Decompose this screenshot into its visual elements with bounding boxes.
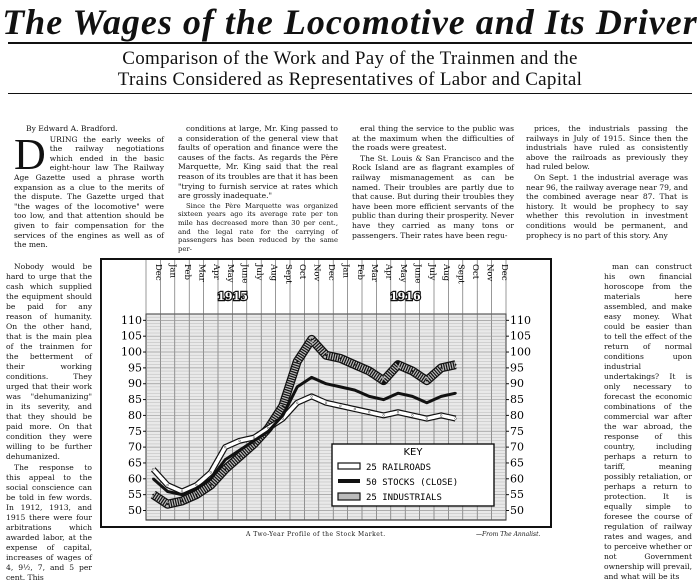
- y-tick-label-right: 90: [510, 377, 524, 391]
- y-tick-label-left: 55: [128, 488, 142, 502]
- y-tick-label-right: 70: [510, 440, 524, 454]
- industrials-point: [383, 380, 385, 382]
- month-tick-label: Sept: [282, 264, 293, 284]
- month-tick-label: May: [398, 264, 408, 283]
- month-tick-label: Sept: [455, 264, 466, 284]
- industrials-point: [181, 500, 183, 502]
- legend-item-label: 25 RAILROADS: [366, 463, 432, 473]
- industrials-point: [354, 364, 356, 366]
- month-tick-label: Jan: [340, 264, 351, 278]
- legend-item-label: 25 INDUSTRIALS: [366, 493, 442, 503]
- byline: By Edward A. Bradford.: [26, 124, 118, 133]
- stocks-point: [166, 490, 168, 492]
- month-tick-label: July: [254, 264, 264, 281]
- legend-swatch-stocks: [338, 479, 360, 483]
- stocks-point: [411, 395, 413, 397]
- stocks-point: [382, 398, 384, 400]
- railroads-point: [296, 402, 298, 404]
- railroads-point: [181, 491, 183, 493]
- railroads-point: [368, 411, 370, 413]
- stocks-point: [238, 449, 240, 451]
- industrials-point: [412, 370, 414, 372]
- month-tick-label: Apr: [383, 264, 394, 280]
- stocks-point: [325, 383, 327, 385]
- y-tick-label-right: 55: [510, 488, 524, 502]
- month-tick-label: Aug: [268, 264, 279, 282]
- railroads-point: [239, 440, 241, 442]
- y-tick-label-left: 105: [121, 329, 142, 343]
- month-tick-label: June: [239, 264, 250, 284]
- industrials-point: [311, 338, 313, 340]
- y-tick-label-left: 100: [121, 345, 142, 359]
- year-label: 1916: [390, 290, 421, 303]
- y-tick-label-right: 100: [510, 345, 531, 359]
- stocks-point: [397, 392, 399, 394]
- stocks-point: [195, 487, 197, 489]
- stocks-point: [440, 395, 442, 397]
- year-label: 1915: [217, 290, 248, 303]
- stocks-point: [210, 478, 212, 480]
- chart-caption: A Two-Year Profile of the Stock Market.: [246, 531, 386, 538]
- y-tick-label-left: 110: [121, 313, 142, 327]
- y-tick-label-right: 50: [510, 503, 524, 517]
- article-paragraph: eral thing the service to the public was at the maximum when the difficulties of the roads were greatest.: [352, 124, 514, 153]
- article-paragraph: Nobody would be hard to urge that the cash which supplied the equipment should be paid for any reason of humanity. On the other hand, that is the main plea of the trainmen for the betterment of their working conditions. They urged that their work was "dehumanizing" in its severity, and that they should be paid more. On that condition they were willing to be further dehumanized.: [6, 262, 92, 461]
- y-tick-label-left: 90: [128, 377, 142, 391]
- article-column-3: [352, 124, 514, 260]
- industrials-point: [397, 364, 399, 366]
- subheadline-rule: [8, 93, 692, 94]
- railroads-point: [340, 405, 342, 407]
- y-tick-label-left: 85: [128, 393, 142, 407]
- industrials-point: [239, 456, 241, 458]
- railroads-point: [311, 396, 313, 398]
- article-paragraph: On Sept. 1 the industrial average was near 96, the railway average near 79, and the combined average near 87. That is history. It would be prophecy to say whether this revolution in investment conditions would be permanent, and prophecy is no part of this story. Any: [526, 172, 689, 240]
- railroads-point: [224, 446, 226, 448]
- railroads-point: [210, 472, 212, 474]
- stocks-point: [368, 395, 370, 397]
- industrials-point: [167, 503, 169, 505]
- article-paragraph: The response to this appeal to the social conscience can be told in few words. In 1912, 1913, and 1915 there were four arbitrations which awarded labor, at the expense of capital, increases of wages of 4, 9½, 7, and 5 per cent. This: [6, 463, 92, 582]
- y-tick-label-left: 60: [128, 472, 142, 486]
- month-tick-label: Dec: [498, 264, 509, 281]
- legend-item-label: 50 STOCKS (CLOSE): [366, 478, 459, 488]
- month-tick-label: Oct: [470, 264, 480, 280]
- industrials-point: [368, 370, 370, 372]
- left-narrow-column: [6, 262, 92, 582]
- month-tick-label: Dec: [153, 264, 164, 281]
- month-tick-label: Apr: [210, 264, 221, 280]
- industrials-point: [325, 354, 327, 356]
- railroads-point: [397, 411, 399, 413]
- industrials-point: [426, 380, 428, 382]
- y-tick-label-right: 85: [510, 393, 524, 407]
- railroads-point: [455, 418, 457, 420]
- y-tick-label-right: 110: [510, 313, 531, 327]
- stocks-point: [426, 402, 428, 404]
- stocks-point: [310, 376, 312, 378]
- railroads-point: [383, 415, 385, 417]
- month-tick-label: Oct: [297, 264, 308, 280]
- month-tick-label: Dec: [326, 264, 336, 281]
- legend-swatch-railroads: [338, 463, 360, 469]
- stocks-point: [339, 386, 341, 388]
- y-tick-label-right: 60: [510, 472, 524, 486]
- article-column-4: [526, 124, 688, 260]
- right-narrow-column: [604, 262, 692, 581]
- subheadline-line-1: Comparison of the Work and Pay of the Trainmen and the: [122, 48, 578, 69]
- month-tick-label: Mar: [196, 264, 207, 282]
- article-paragraph: Since the Père Marquette was organized sixteen years ago its average rate per ton mile has decreased more than 30 per cent., and the legal rate for the carrying of passengers has been reduced by the same per-: [178, 201, 338, 253]
- month-tick-label: June: [412, 264, 423, 284]
- article-column-1: [14, 124, 164, 260]
- railroads-point: [354, 408, 356, 410]
- industrials-point: [296, 361, 298, 363]
- subheadline-line-2: Trains Considered as Representatives of Labor and Capital: [117, 69, 583, 90]
- stocks-point: [454, 392, 456, 394]
- article-paragraph: prices, the industrials passing the railways in July of 1915. Since then the industrials have ruled as consistently above the railroads as previously they had ruled below.: [526, 124, 688, 172]
- article-paragraph: The St. Louis & San Francisco and the Rock Island are as flagrant examples of railway mismanagement as can be named. Their troubles are partly due to that cause. But during their troubles they have been more efficient servants of the public than during their prosperity. Never have they carried as many tons or passengers. Their rates have been regu-: [352, 153, 514, 240]
- railroads-point: [282, 418, 284, 420]
- month-tick-label: July: [426, 264, 437, 281]
- industrials-point: [253, 443, 255, 445]
- subheadline: [0, 48, 700, 90]
- industrials-point: [210, 484, 212, 486]
- article-paragraph: conditions at large, Mr. King passed to a consideration of the general view that faults of operation and finance were the causes of the facts. As regards the Père Marquette, Mr. King said that the real reason of its troubles are that it has been "trying to furnish service at rates which are grossly inadequate.": [178, 124, 338, 201]
- month-tick-label: Feb: [354, 264, 365, 280]
- chart-credit: —From The Annalist.: [476, 531, 541, 538]
- y-tick-label-right: 80: [510, 408, 524, 422]
- month-tick-label: Nov: [484, 264, 495, 282]
- legend-title: KEY: [403, 447, 423, 458]
- stocks-point: [267, 430, 269, 432]
- railroads-point: [440, 415, 442, 417]
- y-tick-label-left: 70: [128, 440, 142, 454]
- y-tick-label-right: 105: [510, 329, 531, 343]
- legend-swatch-industrials: [338, 493, 360, 500]
- dropcap: D: [14, 129, 46, 179]
- industrials-point: [340, 357, 342, 359]
- stocks-point: [253, 440, 255, 442]
- article-paragraph: man can construct his own financial horoscope from the materials here assembled, and make easy money. What could be easier than to tell the effect of the return of normal conditions upon industrial undertakings? It is only necessary to forecast the economic combinations of the commercial war after the war abroad, the response of this country, including perhaps a return to tariff, meaning possibly retaliation, or perhaps a return to protection. It is equally simple to foresee the course of regulation of railway rates and wages, and to perceive whether or not Government ownership will prevail, and what will be its: [604, 262, 692, 581]
- y-tick-label-right: 75: [510, 424, 524, 438]
- y-tick-label-left: 95: [128, 361, 142, 375]
- month-tick-label: Jan: [167, 264, 178, 278]
- stocks-point: [354, 389, 356, 391]
- industrials-point: [196, 494, 198, 496]
- month-tick-label: Nov: [311, 264, 322, 282]
- headline-rule: [8, 42, 692, 44]
- stock-market-chart: [100, 258, 552, 528]
- industrials-point: [455, 364, 457, 366]
- railroads-point: [426, 418, 428, 420]
- stocks-point: [181, 493, 183, 495]
- month-tick-label: May: [225, 264, 236, 283]
- article-column-2: [178, 124, 338, 260]
- y-tick-label-left: 65: [128, 456, 142, 470]
- article-text: URING the early weeks of the railway negotiations which ended in the basic eight-hour law The Railway Age Gazette used a phrase worth expansion as a clue to the merits of the dispute. The Gazette urged that "the wages of the locomotive" were too low, and that attention should be given to fair compensation for the services of the engines as well as of the men.: [14, 134, 164, 250]
- railroads-point: [412, 415, 414, 417]
- industrials-point: [152, 494, 154, 496]
- stocks-point: [296, 386, 298, 388]
- y-tick-label-right: 95: [510, 361, 524, 375]
- railroads-point: [152, 468, 154, 470]
- month-tick-label: Feb: [182, 264, 192, 280]
- stocks-point: [282, 414, 284, 416]
- stocks-point: [152, 478, 154, 480]
- stocks-point: [224, 459, 226, 461]
- railroads-point: [253, 437, 255, 439]
- month-tick-label: Aug: [441, 264, 452, 282]
- industrials-point: [440, 367, 442, 369]
- y-tick-label-left: 50: [128, 503, 142, 517]
- railroads-point: [196, 484, 198, 486]
- month-tick-label: Mar: [369, 264, 380, 282]
- railroads-point: [325, 402, 327, 404]
- railroads-point: [268, 427, 270, 429]
- y-tick-label-left: 75: [128, 424, 142, 438]
- y-tick-label-left: 80: [128, 408, 142, 422]
- y-tick-label-right: 65: [510, 456, 524, 470]
- industrials-point: [282, 405, 284, 407]
- industrials-point: [224, 468, 226, 470]
- headline: The Wages of the Locomotive and Its Driver: [2, 2, 698, 42]
- railroads-point: [167, 484, 169, 486]
